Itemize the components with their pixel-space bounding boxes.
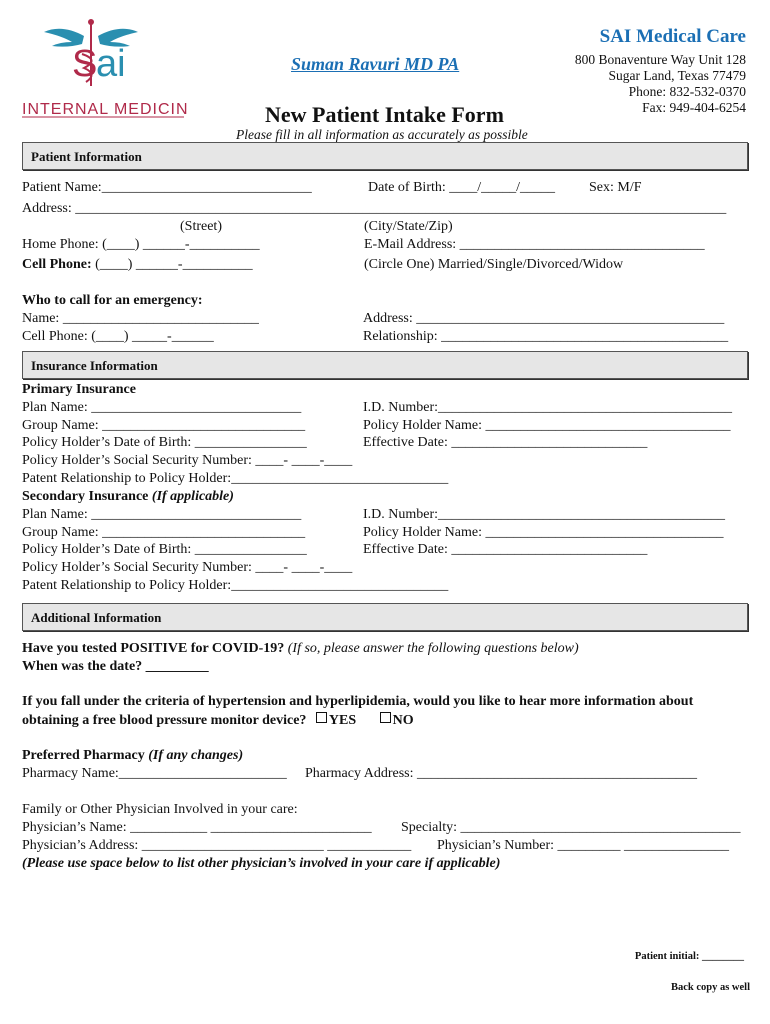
marital-status-field[interactable]: (Circle One) Married/Single/Divorced/Widow xyxy=(364,257,624,272)
primary-id-field[interactable]: I.D. Number:__________________________________________ xyxy=(363,400,733,415)
secondary-heading-label: Secondary Insurance xyxy=(22,489,149,504)
physician-number-field[interactable]: Physician’s Number: _________ _______________ xyxy=(437,838,730,853)
form-subtitle: Please fill in all information as accurately as possible xyxy=(236,127,528,142)
practice-fax: Fax: 949-404-6254 xyxy=(642,100,746,115)
pharmacy-heading-note: (If any changes) xyxy=(148,748,244,763)
primary-ssn-field[interactable]: Policy Holder’s Social Security Number: ____- ____-____ xyxy=(22,453,353,468)
patient-initial-field[interactable]: Patient initial: ________ xyxy=(634,951,744,962)
bp-question-line-2 xyxy=(22,712,414,729)
practice-address-2: Sugar Land, Texas 77479 xyxy=(608,68,746,83)
secondary-effective-date-field[interactable]: Effective Date: ____________________________ xyxy=(363,542,648,557)
primary-holder-name-field[interactable]: Policy Holder Name: ___________________________________ xyxy=(363,418,731,433)
email-field[interactable]: E-Mail Address: ___________________________________ xyxy=(364,237,705,252)
covid-question-text: Have you tested POSITIVE for COVID-19? xyxy=(22,641,285,656)
secondary-plan-field[interactable]: Plan Name: ______________________________ xyxy=(22,507,302,522)
section-insurance-information xyxy=(22,351,748,379)
home-phone-field[interactable]: Home Phone: (____) ______-__________ xyxy=(22,237,260,252)
practice-phone: Phone: 832-532-0370 xyxy=(628,84,746,99)
doctor-name: Suman Ravuri MD PA xyxy=(291,54,460,74)
emergency-name-field[interactable]: Name: ____________________________ xyxy=(22,311,259,326)
section-patient-information xyxy=(22,142,748,170)
secondary-group-field[interactable]: Group Name: _____________________________ xyxy=(22,525,306,540)
cell-phone-field[interactable] xyxy=(22,257,253,273)
no-checkbox[interactable] xyxy=(380,712,391,723)
primary-relationship-field[interactable]: Patent Relationship to Policy Holder:_______________________________ xyxy=(22,471,449,486)
address-field[interactable]: Address: _____________________________________________________________________________________________ xyxy=(22,201,727,216)
logo-brand: S xyxy=(72,43,98,85)
svg-text:ai: ai xyxy=(96,43,126,85)
sex-field[interactable]: Sex: M/F xyxy=(589,180,642,195)
secondary-if-applicable: (If applicable) xyxy=(151,489,234,504)
yes-label: YES xyxy=(328,713,357,728)
secondary-holder-name-field[interactable]: Policy Holder Name: __________________________________ xyxy=(363,525,724,540)
primary-group-field[interactable]: Group Name: _____________________________ xyxy=(22,418,306,433)
secondary-ssn-field[interactable]: Policy Holder’s Social Security Number: ____- ____-____ xyxy=(22,560,353,575)
form-title: New Patient Intake Form xyxy=(265,102,504,127)
street-label: (Street) xyxy=(180,219,222,234)
emergency-relationship-field[interactable]: Relationship: _________________________________________ xyxy=(363,329,729,344)
section-additional-information xyxy=(22,603,748,631)
section-title: Additional Information xyxy=(31,610,162,625)
emergency-heading: Who to call for an emergency: xyxy=(22,293,203,308)
section-title: Insurance Information xyxy=(31,358,158,373)
no-option[interactable] xyxy=(380,713,414,728)
caduceus-wings-icon xyxy=(22,14,187,124)
secondary-holder-dob-field[interactable]: Policy Holder’s Date of Birth: ________________ xyxy=(22,542,307,557)
bp-question-text: obtaining a free blood pressure monitor device? xyxy=(22,713,307,728)
logo xyxy=(22,14,187,124)
patient-name-field[interactable]: Patient Name:______________________________ xyxy=(22,180,312,195)
date-of-birth-field[interactable]: Date of Birth: ____/_____/_____ xyxy=(368,180,556,195)
pharmacy-heading-text: Preferred Pharmacy xyxy=(22,748,145,763)
secondary-insurance-heading xyxy=(22,489,234,505)
primary-plan-field[interactable]: Plan Name: ______________________________ xyxy=(22,400,302,415)
emergency-address-field[interactable]: Address: ____________________________________________ xyxy=(363,311,725,326)
logo-tagline: INTERNAL MEDICINE xyxy=(22,101,187,118)
primary-insurance-heading: Primary Insurance xyxy=(22,382,136,397)
specialty-field[interactable]: Specialty: ________________________________________ xyxy=(401,820,741,835)
physician-name-field[interactable]: Physician’s Name: ___________ _______________________ xyxy=(22,820,372,835)
primary-holder-dob-field[interactable]: Policy Holder’s Date of Birth: ________________ xyxy=(22,435,307,450)
secondary-id-field[interactable]: I.D. Number:_________________________________________ xyxy=(363,507,726,522)
physician-heading: Family or Other Physician Involved in your care: xyxy=(22,802,298,817)
yes-checkbox[interactable] xyxy=(316,712,327,723)
covid-date-field[interactable]: When was the date? _________ xyxy=(22,659,209,674)
back-copy-note: Back copy as well xyxy=(670,982,750,993)
pharmacy-heading xyxy=(22,748,243,764)
physician-list-note: (Please use space below to list other physician’s involved in your care if applicable) xyxy=(22,856,501,871)
bp-question-line-1: If you fall under the criteria of hypertension and hyperlipidemia, would you like to hear more information about xyxy=(22,694,694,709)
secondary-relationship-field[interactable]: Patent Relationship to Policy Holder:_______________________________ xyxy=(22,578,449,593)
covid-question-note: (If so, please answer the following questions below) xyxy=(287,641,579,656)
section-title: Patient Information xyxy=(31,149,142,164)
practice-name: SAI Medical Care xyxy=(599,26,746,47)
emergency-cell-field[interactable]: Cell Phone: (____) _____-______ xyxy=(22,329,214,344)
cell-phone-blank: (____) ______-__________ xyxy=(91,257,253,272)
no-label: NO xyxy=(392,713,414,728)
city-state-zip-label: (City/State/Zip) xyxy=(364,219,453,234)
primary-effective-date-field[interactable]: Effective Date: ____________________________ xyxy=(363,435,648,450)
pharmacy-name-field[interactable]: Pharmacy Name:________________________ xyxy=(22,766,287,781)
practice-address-1: 800 Bonaventure Way Unit 128 xyxy=(574,52,746,67)
physician-address-field[interactable]: Physician’s Address: __________________________ ____________ xyxy=(22,838,412,853)
covid-question xyxy=(22,641,579,657)
pharmacy-address-field[interactable]: Pharmacy Address: ________________________________________ xyxy=(305,766,697,781)
cell-phone-label: Cell Phone: xyxy=(22,257,92,272)
yes-option[interactable] xyxy=(316,713,356,728)
